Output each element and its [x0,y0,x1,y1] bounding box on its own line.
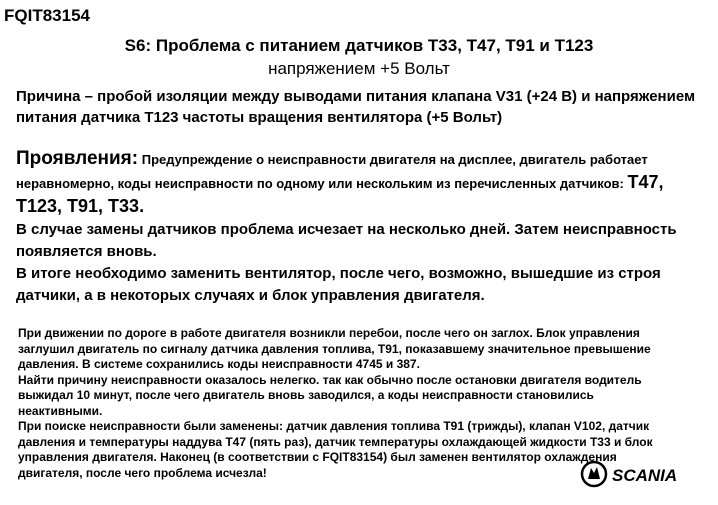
case-paragraph-3: При поиске неисправности были заменены: датчик давления топлива Т91 (трижды), клапан V102, датчик давления и температуры наддува Т47 (пять раз), датчик температуры охлаждающей жидкости Т33 и блок управления двигателя. Наконец (в соответствии с FQIT83154) был заменен вентилятор охлаждения двигателя, после чего проблема исчезла! [18,419,653,480]
symptoms-paragraph-2: В случае замены датчиков проблема исчезает на несколько дней. Затем неисправность появляется вновь. [16,221,677,260]
symptoms-label: Проявления: [16,148,139,169]
case-paragraph-1: При движении по дороге в работе двигателя возникли перебои, после чего он заглох. Блок управления заглушил двигатель по сигналу датчика давления топлива, Т91, показавшему значительное превышение давления. В системе сохранились коды неисправности 4745 и 387. [18,326,651,371]
title-line-2: напряжением +5 Вольт [268,59,450,78]
sensor-codes: Т47, Т123, Т91, Т33. [16,172,664,216]
scania-logo [580,459,692,489]
cause-paragraph: Причина – пробой изоляции между выводами питания клапана V31 (+24 В) и напряжением питания датчика Т123 частоты вращения вентилятора (+5 Вольт) [16,88,696,126]
case-paragraph-2: Найти причину неисправности оказалось нелегко. так как обычно после остановки двигателя водитель выжидал 10 минут, после чего двигатель вновь заводился, а коды неисправности становились неактивными. [18,372,642,418]
symptoms-section [16,148,706,307]
symptoms-paragraph [16,148,706,219]
logo-text: SCANIA [612,466,678,485]
document-id: FQIT83154 [4,6,90,25]
symptoms-paragraph-3: В итоге необходимо заменить вентилятор, после чего, возможно, вышедшие из строя датчики, а в некоторых случаях и блок управления двигателя. [16,265,661,304]
title-line-1: S6: Проблема с питанием датчиков Т33, Т47, Т91 и Т123 [124,36,594,55]
symptoms-text: Предупреждение о неисправности двигателя на дисплее, двигатель работает неравномерно, коды неисправности по одному или нескольким из перечисленных датчиков: [16,152,648,191]
griffin-icon [580,459,692,489]
case-description [18,326,666,481]
